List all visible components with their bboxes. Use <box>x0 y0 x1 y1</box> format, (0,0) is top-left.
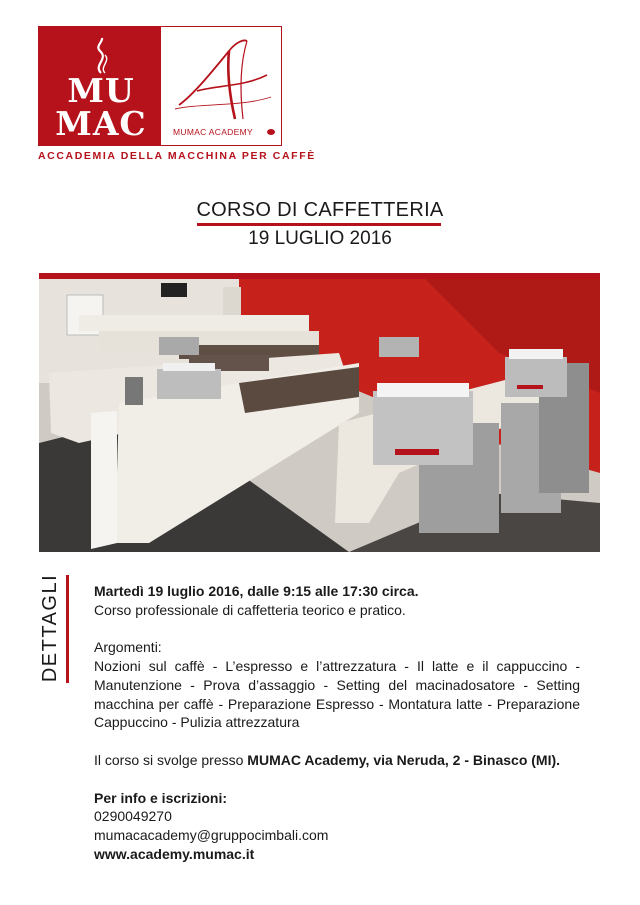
contact-website: www.academy.mumac.it <box>94 845 255 862</box>
coffee-classroom-photo-icon <box>39 273 600 552</box>
details-headline: Martedì 19 luglio 2016, dalle 9:15 alle 17:30 circa. <box>94 583 419 599</box>
course-title: CORSO DI CAFFETTERIA <box>196 199 444 221</box>
logo-red-panel <box>39 27 161 145</box>
academy-name: MUMAC ACADEMY <box>173 127 253 137</box>
classroom-photo <box>39 273 600 552</box>
topics-text: Nozioni sul caffè - L’espresso e l’attrezzatura - Il latte e il cappuccino - Manutenzione - Prova d’assaggio - Setting del macinadosatore - Setting macchina per caffè - Preparazione Espresso - Montatura latte - Preparazione Cappuccino - Pulizia attrezzatura <box>94 658 580 731</box>
mumac-logo <box>38 26 282 146</box>
logo-tagline: ACCADEMIA DELLA MACCHINA PER CAFFÈ <box>38 150 316 162</box>
location-line <box>94 751 580 770</box>
location-venue: MUMAC Academy, via Neruda, 2 - Binasco (MI). <box>247 751 561 768</box>
academy-a-monogram-icon <box>171 35 275 127</box>
topics-label: Argomenti: <box>94 639 162 656</box>
coffee-bean-icon <box>266 127 276 137</box>
location-prefix: Il corso si svolge presso <box>94 751 248 768</box>
details-body <box>94 582 580 863</box>
course-date: 19 LUGLIO 2016 <box>248 228 392 249</box>
details-rule <box>66 575 69 683</box>
info-label: Per info e iscrizioni: <box>94 789 228 806</box>
title-underline <box>197 223 441 226</box>
contact-phone: 0290049270 <box>94 808 172 825</box>
steam-icon <box>91 37 111 75</box>
details-subtitle: Corso professionale di caffetteria teorico e pratico. <box>94 601 406 618</box>
contact-email: mumacacademy@gruppocimbali.com <box>94 827 329 844</box>
logo-brand-line1: MU <box>67 71 135 110</box>
details-label: DETTAGLI <box>39 573 61 683</box>
logo-brand-line2: MAC <box>55 104 147 143</box>
